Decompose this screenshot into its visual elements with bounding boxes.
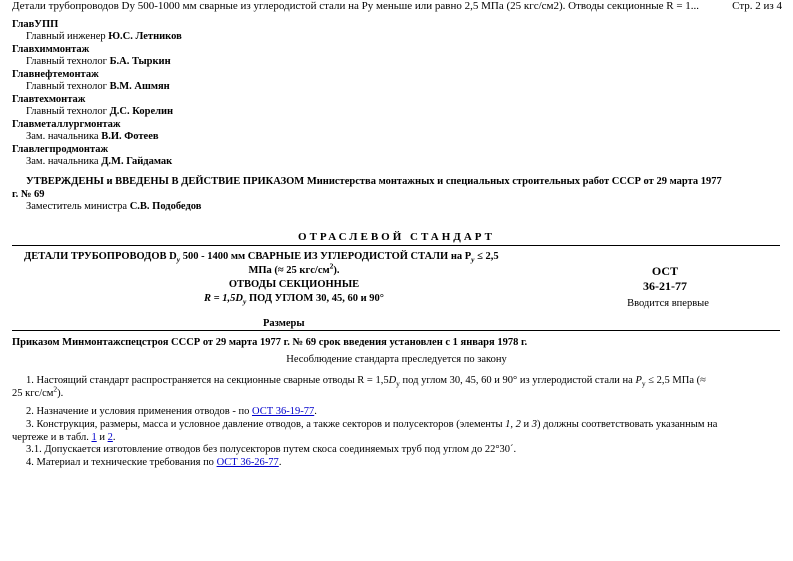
p3-text: и — [520, 419, 532, 430]
table-2-link[interactable]: 2 — [107, 432, 113, 443]
p31-text: 3.1. Допускается изготовление отводов без полусекторов путем скоса соединяемых труб под углом до 22°30´. — [26, 444, 517, 455]
approver-role: Зам. начальника — [26, 156, 99, 167]
paragraph-2 — [12, 405, 782, 418]
approver-org: Главнефтемонтаж — [12, 69, 99, 80]
p1-sub: y — [641, 379, 646, 389]
approver-role: Главный технолог — [26, 56, 107, 67]
p1-text: ≤ 2,5 МПа (≈ — [645, 375, 706, 386]
order-statement: Приказом Минмонтажспецстроя СССР от 29 марта 1977 г. № 69 срок введения установлен с 1 января 1978 г. — [12, 337, 528, 348]
p2-text: 2. Назначение и условия применения отводов - по — [26, 406, 252, 417]
ost-number: 36-21-77 — [643, 279, 687, 293]
approver-org: Главтехмонтаж — [12, 94, 86, 105]
p1-sub: y — [396, 379, 400, 389]
approver-person — [26, 131, 159, 142]
ost-designation — [600, 264, 730, 294]
approver-role: Главный технолог — [26, 106, 107, 117]
approver-org: ГлавУПП — [12, 19, 59, 30]
title-sup: 2 — [329, 261, 334, 271]
p1-text: 1. Настоящий стандарт распространяется на секционные сварные отводы R = 1,5 — [26, 375, 389, 386]
approver-name: Б.А. Тыркин — [109, 56, 171, 67]
p2-text: . — [314, 406, 317, 417]
p4-text: 4. Материал и технические требования по — [26, 457, 217, 468]
p3-text: . — [112, 432, 116, 443]
table-1-link[interactable]: 1 — [91, 432, 97, 443]
title-part: ДЕТАЛИ ТРУБОПРОВОДОВ D — [24, 251, 177, 262]
p1-sup: 2 — [53, 384, 58, 394]
p1-var: P — [635, 375, 642, 386]
p3-text: 3. Конструкция, размеры, масса и условное давление отводов, а также секторов и полусекторов (элементы — [26, 419, 506, 430]
dimensions-label: Размеры — [263, 318, 305, 329]
paragraph-3 — [12, 418, 782, 444]
approver-org: Главхиммонтаж — [12, 44, 90, 55]
divider-top — [12, 245, 780, 246]
paragraph-4 — [12, 456, 782, 469]
approver-org: Главлегпродмонтаж — [12, 144, 109, 155]
title-part: ≤ 2,5 — [474, 251, 499, 262]
ost-36-26-77-link[interactable]: ОСТ 36-26-77 — [216, 457, 279, 468]
approver-role: Зам. начальника — [26, 131, 99, 142]
page-number: Стр. 2 из 4 — [732, 0, 782, 12]
title-sub: y — [176, 255, 181, 265]
title-sub: y — [471, 255, 475, 265]
p1-text: под углом 30, 45, 60 и 90° из углеродистой стали на — [399, 375, 636, 386]
introduced-note: Вводится впервые — [627, 298, 709, 309]
p3-element: 3 — [531, 419, 538, 430]
paragraph-1 — [12, 374, 782, 400]
p3-element: 1 — [505, 419, 511, 430]
approver-name: Д.С. Корелин — [109, 106, 174, 117]
ost-label: ОСТ — [651, 264, 679, 278]
title-line-1 — [24, 250, 564, 264]
p1-var: D — [388, 375, 397, 386]
p3-text: , — [510, 419, 516, 430]
title-part: 500 - 1400 мм СВАРНЫЕ ИЗ УГЛЕРОДИСТОЙ СТАЛИ на P — [180, 251, 472, 262]
ost-36-19-77-link[interactable]: ОСТ 36-19-77 — [251, 406, 315, 417]
header-title: Детали трубопроводов Dу 500-1000 мм сварные из углеродистой стали на Ру меньше или равно 2,5 МПа (25 кгс/см2). Отводы секционные R = 1... — [12, 0, 700, 12]
approval-text: УТВЕРЖДЕНЫ и ВВЕДЕНЫ В ДЕЙСТВИЕ ПРИКАЗОМ Министерства монтажных и специальных строительных работ СССР от 29 марта 1977 — [26, 176, 722, 187]
deputy-minister — [26, 201, 201, 212]
title-line-2 — [248, 261, 340, 276]
document-title — [24, 250, 564, 306]
p3-text: чертеже и в табл. — [12, 432, 92, 443]
approver-name: В.И. Фотеев — [101, 131, 159, 142]
title-part: ПОД УГЛОМ 30, 45, 60 и 90° — [246, 293, 384, 304]
approver-person — [26, 56, 171, 67]
divider-bottom — [12, 330, 780, 331]
p3-text: ) должны соответствовать указанным на — [537, 419, 718, 430]
approver-name: В.М. Ашмян — [109, 81, 170, 92]
approver-person — [26, 156, 172, 167]
deputy-role: Заместитель министра — [26, 201, 128, 212]
paragraph-3-1 — [12, 443, 782, 456]
approver-name: Д.М. Гайдамак — [101, 156, 173, 167]
title-part: ). — [333, 265, 340, 276]
approver-role: Главный технолог — [26, 81, 107, 92]
print-header — [12, 0, 782, 12]
p3-element: 2 — [515, 419, 521, 430]
title-line-3: ОТВОДЫ СЕКЦИОННЫЕ — [228, 279, 360, 290]
approval-text-cont: г. № 69 — [12, 189, 45, 200]
title-sub: y — [242, 297, 247, 307]
deputy-name: С.В. Подобедов — [129, 201, 202, 212]
approver-role: Главный инженер — [26, 31, 106, 42]
approver-person — [26, 106, 173, 117]
title-part: МПа (≈ 25 кгс/см — [248, 265, 330, 276]
approver-org: Главметаллургмонтаж — [12, 119, 121, 130]
approver-person — [26, 81, 170, 92]
law-notice: Несоблюдение стандарта преследуется по закону — [286, 354, 507, 365]
approver-name: Ю.С. Летников — [108, 31, 182, 42]
title-line-4 — [204, 293, 384, 307]
p3-text: и — [96, 432, 108, 443]
approval-statement — [12, 175, 786, 201]
title-part: R = 1,5D — [204, 293, 243, 304]
approver-person — [26, 31, 182, 42]
p1-text: 25 кгс/см — [12, 388, 54, 399]
p1-text: ). — [57, 388, 64, 399]
p4-text: . — [278, 457, 282, 468]
standard-heading: ОТРАСЛЕВОЙ СТАНДАРТ — [298, 231, 495, 243]
